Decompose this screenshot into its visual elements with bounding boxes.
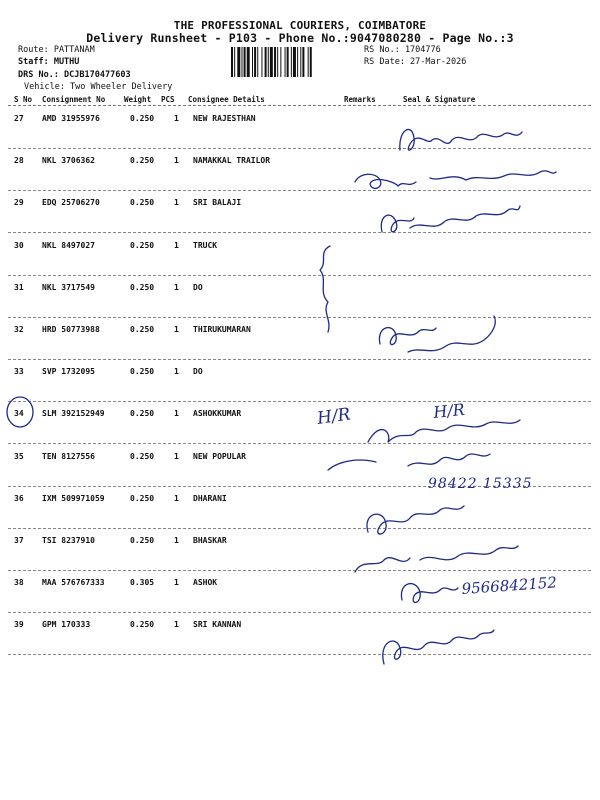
signature-row-35 — [408, 454, 490, 466]
cell-pcs: 1 — [174, 578, 179, 588]
cell-sno: 29 — [14, 198, 24, 208]
remark-hr-1: H/R — [315, 404, 352, 429]
cell-weight: 0.250 — [130, 367, 155, 377]
cell-pcs: 1 — [174, 367, 179, 377]
circle-row-34 — [7, 397, 33, 427]
cell-sno: 39 — [14, 620, 24, 630]
cell-consignment: TEN 8127556 — [42, 451, 95, 461]
cell-consignee: DO — [193, 282, 203, 292]
cell-consignee: NEW RAJESTHAN — [193, 114, 256, 123]
cell-weight: 0.250 — [130, 536, 155, 545]
vehicle-label: Vehicle: Two Wheeler Delivery — [24, 82, 173, 92]
cell-weight: 0.250 — [130, 114, 155, 123]
tick-row-35 — [328, 460, 376, 470]
cell-weight: 0.250 — [130, 282, 155, 292]
signature-row-32 — [379, 316, 495, 352]
cell-sno: 32 — [14, 325, 24, 334]
cell-pcs: 1 — [174, 198, 179, 208]
col-header-seal: Seal & Signature — [403, 95, 476, 104]
cell-pcs: 1 — [174, 325, 179, 334]
cell-weight: 0.250 — [130, 198, 155, 208]
cell-consignment: EDQ 25706270 — [42, 198, 100, 208]
signature-row-28 — [355, 171, 556, 189]
cell-weight: 0.250 — [130, 409, 155, 419]
cell-consignee: DHARANI — [193, 493, 227, 503]
cell-consignment: AMD 31955976 — [42, 114, 100, 123]
signature-row-34 — [368, 420, 520, 442]
cell-consignee: DO — [193, 367, 203, 377]
cell-pcs: 1 — [174, 156, 179, 166]
rs-number: RS No.: 1704776 — [364, 45, 441, 55]
phone-row-35: 98422 15335 — [428, 476, 533, 492]
cell-weight: 0.250 — [130, 493, 155, 503]
cell-weight: 0.250 — [130, 156, 155, 166]
cell-consignment: NKL 3717549 — [42, 282, 95, 292]
col-header-consignee: Consignee Details — [188, 95, 265, 104]
cell-consignee: SRI KANNAN — [193, 620, 242, 630]
cell-pcs: 1 — [174, 282, 179, 292]
company-title: THE PROFESSIONAL COURIERS, COIMBATORE — [173, 19, 427, 32]
cell-consignee: NAMAKKAL TRAILOR — [193, 156, 271, 166]
cell-consignee: TRUCK — [193, 240, 218, 250]
col-header-sno: S No — [14, 95, 33, 104]
signature-row-38 — [401, 584, 458, 603]
cell-weight: 0.250 — [130, 620, 155, 630]
col-header-weight: Weight — [124, 95, 152, 104]
cell-weight: 0.250 — [130, 325, 155, 334]
signature-row-36 — [367, 506, 464, 534]
signature-row-29 — [381, 206, 520, 232]
cell-sno: 30 — [14, 240, 24, 250]
col-header-remarks: Remarks — [344, 95, 376, 104]
cell-consignment: NKL 8497027 — [42, 240, 95, 250]
bracket-mark — [320, 246, 330, 332]
cell-consignment: GPM 170333 — [42, 620, 91, 630]
cell-sno: 34 — [14, 409, 24, 419]
cell-pcs: 1 — [174, 240, 179, 250]
col-header-pcs: PCS — [161, 95, 175, 104]
col-header-consignment: Consignment No — [42, 95, 106, 104]
cell-consignee: ASHOKKUMAR — [193, 409, 242, 419]
remark-hr-2: H/R — [432, 399, 466, 422]
cell-sno: 35 — [14, 451, 24, 461]
cell-pcs: 1 — [174, 409, 179, 419]
cell-sno: 37 — [14, 536, 24, 545]
rs-date: RS Date: 27-Mar-2026 — [364, 57, 467, 67]
phone-row-38: 9566842152 — [461, 573, 558, 598]
drs-number: DRS No.: DCJB170477603 — [18, 70, 131, 80]
cell-weight: 0.250 — [130, 240, 155, 250]
cell-consignee: THIRUKUMARAN — [193, 325, 251, 334]
cell-consignment: TSI 8237910 — [42, 536, 95, 545]
cell-pcs: 1 — [174, 493, 179, 503]
cell-sno: 28 — [14, 156, 24, 166]
route-label: Route: PATTANAM — [18, 45, 95, 55]
cell-weight: 0.250 — [130, 451, 155, 461]
cell-pcs: 1 — [174, 451, 179, 461]
cell-consignment: IXM 509971059 — [42, 493, 105, 503]
cell-consignee: SRI BALAJI — [193, 198, 242, 208]
cell-sno: 33 — [14, 367, 24, 377]
cell-pcs: 1 — [174, 114, 179, 123]
cell-sno: 38 — [14, 578, 24, 588]
cell-sno: 36 — [14, 493, 24, 503]
cell-consignment: HRD 50773988 — [42, 325, 100, 334]
cell-sno: 27 — [14, 114, 24, 123]
cell-consignment: SVP 1732095 — [42, 367, 95, 377]
cell-consignment: SLM 392152949 — [42, 409, 105, 419]
signature-row-39 — [383, 630, 494, 664]
cell-consignment: NKL 3706362 — [42, 156, 95, 166]
signature-row-27 — [400, 129, 522, 150]
cell-weight: 0.305 — [130, 578, 155, 588]
cell-consignment: MAA 576767333 — [42, 578, 105, 588]
staff-label: Staff: MUTHU — [18, 57, 80, 67]
cell-pcs: 1 — [174, 620, 179, 630]
cell-pcs: 1 — [174, 536, 179, 545]
cell-consignee: BHASKAR — [193, 536, 227, 545]
cell-consignee: ASHOK — [193, 578, 218, 588]
cell-sno: 31 — [14, 282, 24, 292]
cell-consignee: NEW POPULAR — [193, 451, 246, 461]
runsheet-subtitle: Delivery Runsheet - P103 - Phone No.:9047080280 - Page No.:3 — [86, 31, 514, 45]
signature-row-37 — [355, 546, 518, 572]
